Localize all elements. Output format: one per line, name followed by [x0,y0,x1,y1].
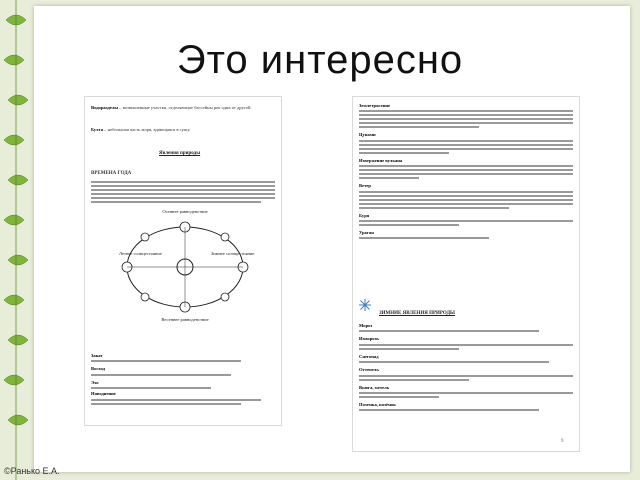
winter-terms-list [359,323,573,413]
winter-term-hoarfrost: Изморозь [359,336,379,342]
winter-term-frost: Мороз [359,323,373,328]
left-term-1 [91,105,275,110]
left-section-title: Явления природы [159,151,201,156]
winter-term-snowfall: Снегопад [359,353,379,359]
right-term-wind: Ветер [359,183,371,189]
right-term-tsunami: Цунами [359,132,376,138]
right-document-page [352,96,580,452]
right-term-earthquake: Землетрясение [359,103,391,108]
bottom-term-echo: Эхо [91,379,99,385]
diagram-label-spring: Весеннее равноденствие [161,317,209,322]
seasons-orbit-diagram [115,205,255,323]
bottom-term-sunrise: Восход [91,366,105,372]
left-term-1-text: – возвышенные участки, отделяющие бассейны рек одна от другой. [119,105,252,110]
left-intro-text [91,161,275,205]
left-intro-term: ВРЕМЕНА ГОДА [91,171,132,176]
winter-term-blizzard: Вьюга, метель [359,384,390,390]
winter-term-drifting-snow: Поземка, позёмок [359,402,396,408]
left-document-page [84,96,282,426]
diagram-label-autumn: Осеннее равноденствие [162,209,208,214]
left-term-2-name: Бухта [91,127,104,132]
slide-title: Это интересно [176,38,464,82]
left-term-2 [91,127,275,132]
right-section-title: ЗИМНИЕ ЯВЛЕНИЯ ПРИРОДЫ [379,311,455,316]
bottom-term-flood: Наводнение [91,391,116,397]
right-term-hurricane: Ураган [359,230,374,236]
left-bottom-terms [91,353,275,407]
diagram-label-winter: Зимнее солнцестояние [211,251,255,256]
right-term-storm: Буря [359,212,370,218]
author-credit: ©Ранько Е.А. [4,466,60,476]
snowflake-icon [358,298,372,312]
left-term-2-text: – небольшая часть моря, вдающаяся в сушу. [104,127,191,132]
left-term-1-name: Водоразделы [91,105,118,110]
bottom-term-sunset: Закат [91,353,103,358]
winter-term-thaw: Оттепель [359,367,379,373]
right-terms-list [359,103,573,241]
right-term-eruption: Извержение вулкана [359,157,403,163]
page-number: 9 [561,439,564,444]
diagram-label-summer: Летнее солнцестояние [119,251,162,256]
